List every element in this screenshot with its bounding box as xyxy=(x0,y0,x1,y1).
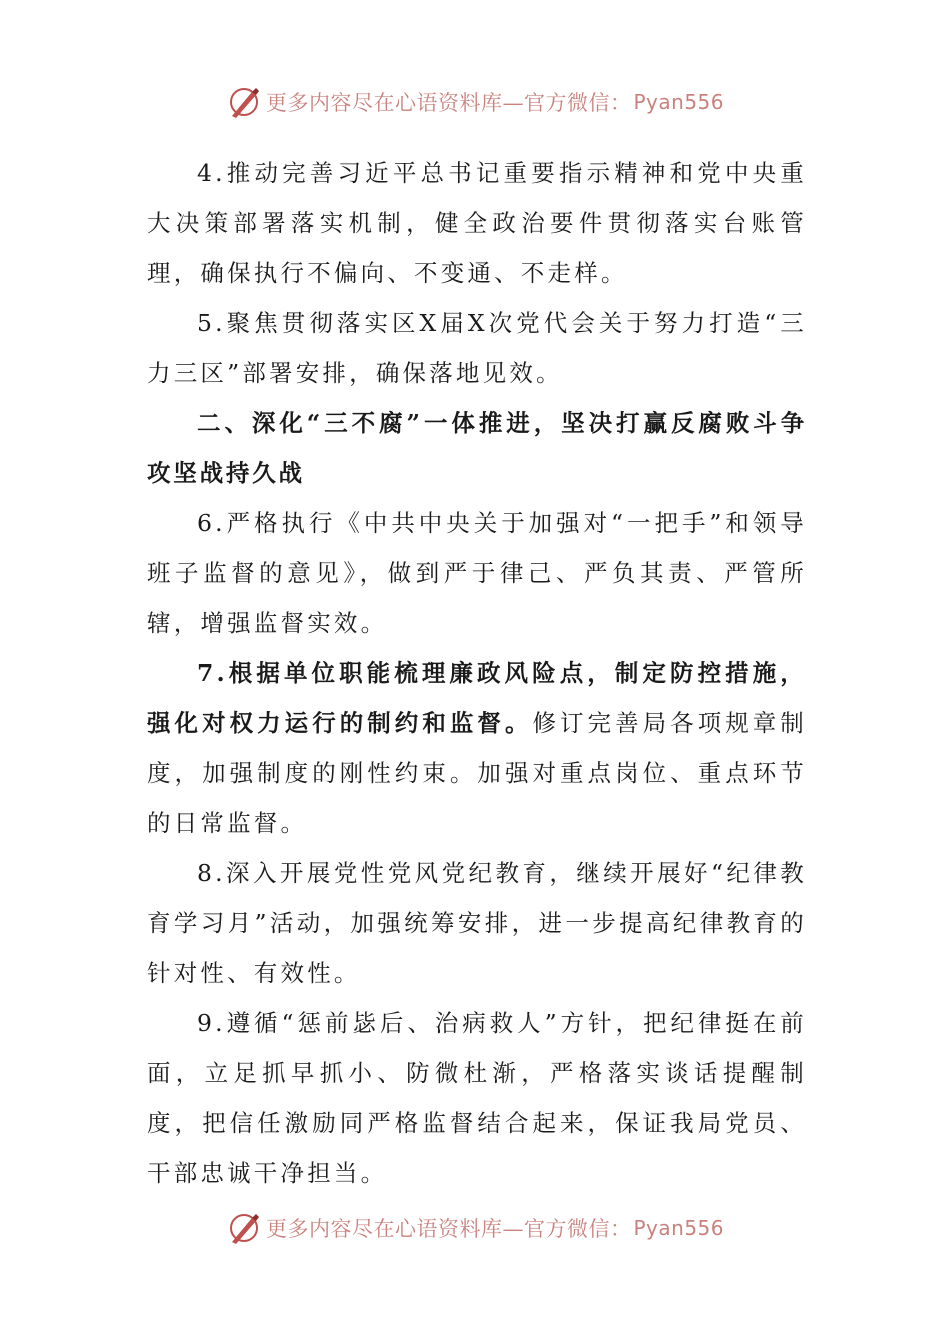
paragraph-6: 6.严格执行《中共中央关于加强对“一把手”和领导班子监督的意见》，做到严于律己、严负其责、严管所辖，增强监督实效。 xyxy=(147,509,807,637)
paragraph-8: 8.深入开展党性党风党纪教育，继续开展好“纪律教育学习月”活动，加强统筹安排，进一步提高纪律教育的针对性、有效性。 xyxy=(147,859,807,987)
watermark-account: Pyan556 xyxy=(633,90,724,114)
watermark-text: 更多内容尽在心语资料库—官方微信： xyxy=(265,1217,632,1241)
watermark-footer xyxy=(0,1210,950,1246)
document-body xyxy=(147,148,807,1198)
watermark-header xyxy=(0,84,950,120)
pen-logo-icon xyxy=(226,1210,262,1246)
section-heading-2: 二、深化“三不腐”一体推进，坚决打赢反腐败斗争攻坚战持久战 xyxy=(147,409,807,487)
paragraph-7-bold-lead: 7.根据单位职能梳理廉政风险点，制定防控措施，强化对权力运行的制约和监督。 xyxy=(147,659,807,737)
watermark-text: 更多内容尽在心语资料库—官方微信： xyxy=(265,91,632,115)
pen-logo-icon xyxy=(226,84,262,120)
paragraph-5: 5.聚焦贯彻落实区X届X次党代会关于努力打造“三力三区”部署安排，确保落地见效。 xyxy=(147,309,807,387)
watermark-account: Pyan556 xyxy=(633,1216,724,1240)
paragraph-4: 4.推动完善习近平总书记重要指示精神和党中央重大决策部署落实机制，健全政治要件贯彻落实台账管理，确保执行不偏向、不变通、不走样。 xyxy=(147,159,807,287)
paragraph-7-body: 修订完善局各项规章制度，加强制度的刚性约束。加强对重点岗位、重点环节的日常监督。 xyxy=(147,709,807,837)
paragraph-7 xyxy=(147,648,807,848)
paragraph-9: 9.遵循“惩前毖后、治病救人”方针，把纪律挺在前面，立足抓早抓小、防微杜渐，严格落实谈话提醒制度，把信任激励同严格监督结合起来，保证我局党员、干部忠诚干净担当。 xyxy=(147,1009,807,1187)
